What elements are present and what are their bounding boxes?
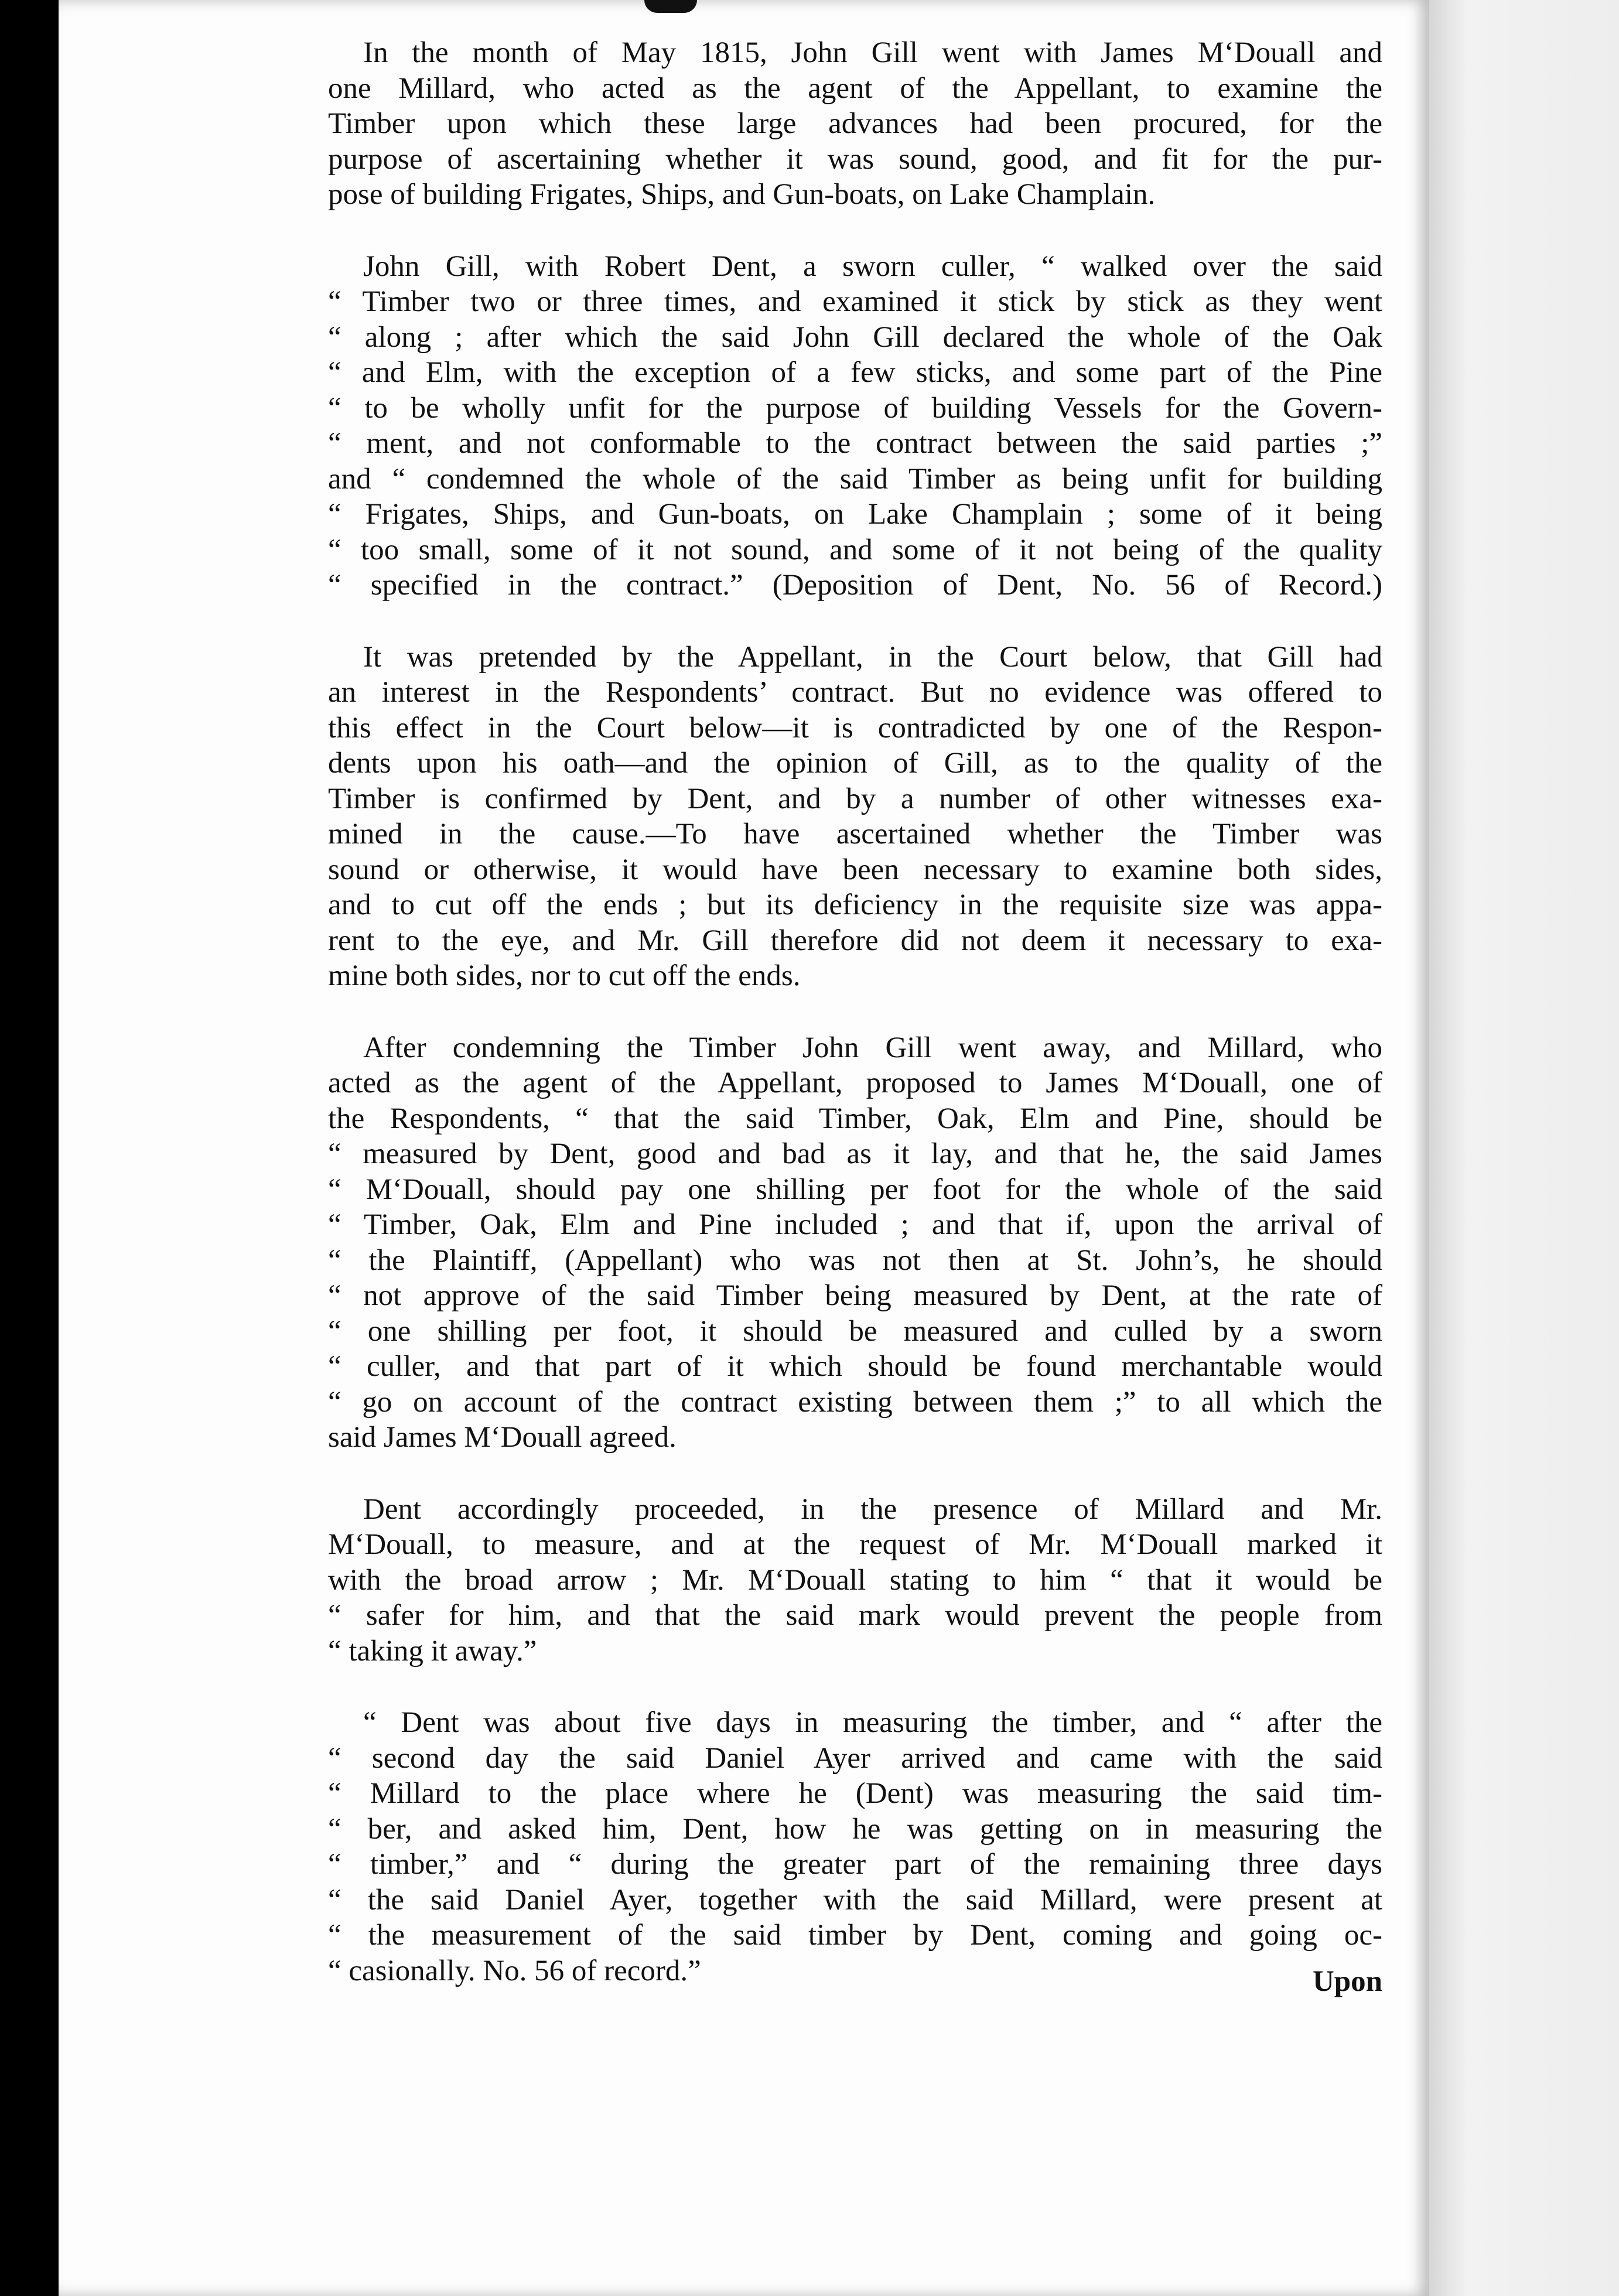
text-line: “ Frigates, Ships, and Gun-boats, on Lake Champlain ; some of it being xyxy=(328,498,1382,531)
text-line: M‘Douall, to measure, and at the request of Mr. M‘Douall marked it xyxy=(328,1528,1382,1561)
text-line: mine both sides, nor to cut off the ends. xyxy=(328,959,801,992)
text-line: Timber is confirmed by Dent, and by a number of other witnesses exa- xyxy=(328,782,1382,815)
text-line: and “ condemned the whole of the said Timber as being unfit for building xyxy=(328,462,1382,496)
text-line: Dent accordingly proceeded, in the presence of Millard and Mr. xyxy=(363,1492,1382,1526)
text-line: “ go on account of the contract existing between them ;” to all which the xyxy=(328,1385,1382,1419)
paragraph-1 xyxy=(328,35,1382,213)
text-line: “ casionally. No. 56 of record.” xyxy=(328,1954,701,1987)
text-line: “ the measurement of the said timber by Dent, coming and going oc- xyxy=(328,1919,1382,1952)
text-line: sound or otherwise, it would have been necessary to examine both sides, xyxy=(328,853,1382,886)
text-line: and to cut off the ends ; but its deficiency in the requisite size was appa- xyxy=(328,889,1382,921)
text-line: “ not approve of the said Timber being measured by Dent, at the rate of xyxy=(328,1279,1382,1312)
text-line: said James M‘Douall agreed. xyxy=(328,1421,677,1454)
facing-page-strip xyxy=(1429,0,1619,2296)
text-line: “ measured by Dent, good and bad as it lay, and that he, the said James xyxy=(328,1137,1382,1170)
text-line: “ second day the said Daniel Ayer arrived and came with the said xyxy=(328,1741,1382,1775)
paragraph-3 xyxy=(328,640,1382,994)
body-text xyxy=(328,35,1382,2036)
text-line: the Respondents, “ that the said Timber, Oak, Elm and Pine, should be xyxy=(328,1102,1382,1135)
text-line: pose of building Frigates, Ships, and Gun-boats, on Lake Champlain. xyxy=(328,178,1156,211)
text-line: Timber upon which these large advances had been procured, for the xyxy=(328,107,1382,140)
paragraph-6 xyxy=(328,1705,1382,2000)
text-line: After condemning the Timber John Gill went away, and Millard, who xyxy=(363,1031,1382,1064)
text-line: acted as the agent of the Appellant, proposed to James M‘Douall, one of xyxy=(328,1067,1382,1099)
text-line: an interest in the Respondents’ contract. But no evidence was offered to xyxy=(328,676,1382,709)
text-line: dents upon his oath—and the opinion of Gill, as to the quality of the xyxy=(328,747,1382,780)
text-line: “ along ; after which the said John Gill declared the whole of the Oak xyxy=(328,320,1382,354)
paragraph-2 xyxy=(328,249,1382,603)
paragraph-5 xyxy=(328,1492,1382,1669)
text-line: “ taking it away.” xyxy=(328,1634,537,1668)
text-line: “ ment, and not conformable to the contract between the said parties ;” xyxy=(328,427,1382,460)
text-line: “ Millard to the place where he (Dent) was measuring the said tim- xyxy=(328,1777,1382,1810)
text-line: “ the said Daniel Ayer, together with the said Millard, were present at xyxy=(328,1883,1382,1916)
text-line: “ one shilling per foot, it should be measured and culled by a sworn xyxy=(328,1314,1382,1348)
text-line: one Millard, who acted as the agent of the Appellant, to examine the xyxy=(328,71,1382,105)
text-line: It was pretended by the Appellant, in the Court below, that Gill had xyxy=(363,640,1382,674)
paragraph-4 xyxy=(328,1030,1382,1456)
text-line: rent to the eye, and Mr. Gill therefore did not deem it necessary to exa- xyxy=(328,924,1382,957)
text-line: “ to be wholly unfit for the purpose of building Vessels for the Govern- xyxy=(328,391,1382,425)
text-line: “ too small, some of it not sound, and some of it not being of the quality xyxy=(328,533,1382,566)
text-line: “ culler, and that part of it which should be found merchantable would xyxy=(328,1350,1382,1383)
text-line: “ ber, and asked him, Dent, how he was getting on in measuring the xyxy=(328,1812,1382,1846)
text-line: “ Dent was about five days in measuring the timber, and “ after the xyxy=(363,1706,1382,1739)
text-line: “ specified in the contract.” (Deposition of Dent, No. 56 of Record.) xyxy=(328,569,1382,602)
catchword: Upon xyxy=(1312,1965,1382,1998)
text-line: “ timber,” and “ during the greater part of the remaining three days xyxy=(328,1848,1382,1881)
top-ink-mark xyxy=(644,0,697,13)
text-line: “ safer for him, and that the said mark would prevent the people from xyxy=(328,1599,1382,1632)
text-line: “ Timber, Oak, Elm and Pine included ; and that if, upon the arrival of xyxy=(328,1208,1382,1241)
text-line: “ M‘Douall, should pay one shilling per foot for the whole of the said xyxy=(328,1173,1382,1206)
text-line: with the broad arrow ; Mr. M‘Douall stating to him “ that it would be xyxy=(328,1563,1382,1597)
text-line: “ Timber two or three times, and examined it stick by stick as they went xyxy=(328,285,1382,318)
text-line: “ the Plaintiff, (Appellant) who was not then at St. John’s, he should xyxy=(328,1243,1382,1277)
text-line: “ and Elm, with the exception of a few sticks, and some part of the Pine xyxy=(328,356,1382,389)
text-line: this effect in the Court below—it is contradicted by one of the Respon- xyxy=(328,711,1382,744)
text-line: John Gill, with Robert Dent, a sworn culler, “ walked over the said xyxy=(363,250,1382,283)
text-line: purpose of ascertaining whether it was sound, good, and fit for the pur- xyxy=(328,142,1382,176)
text-line: In the month of May 1815, John Gill went with James M‘Douall and xyxy=(363,36,1382,69)
text-line: mined in the cause.—To have ascertained whether the Timber was xyxy=(328,818,1382,850)
